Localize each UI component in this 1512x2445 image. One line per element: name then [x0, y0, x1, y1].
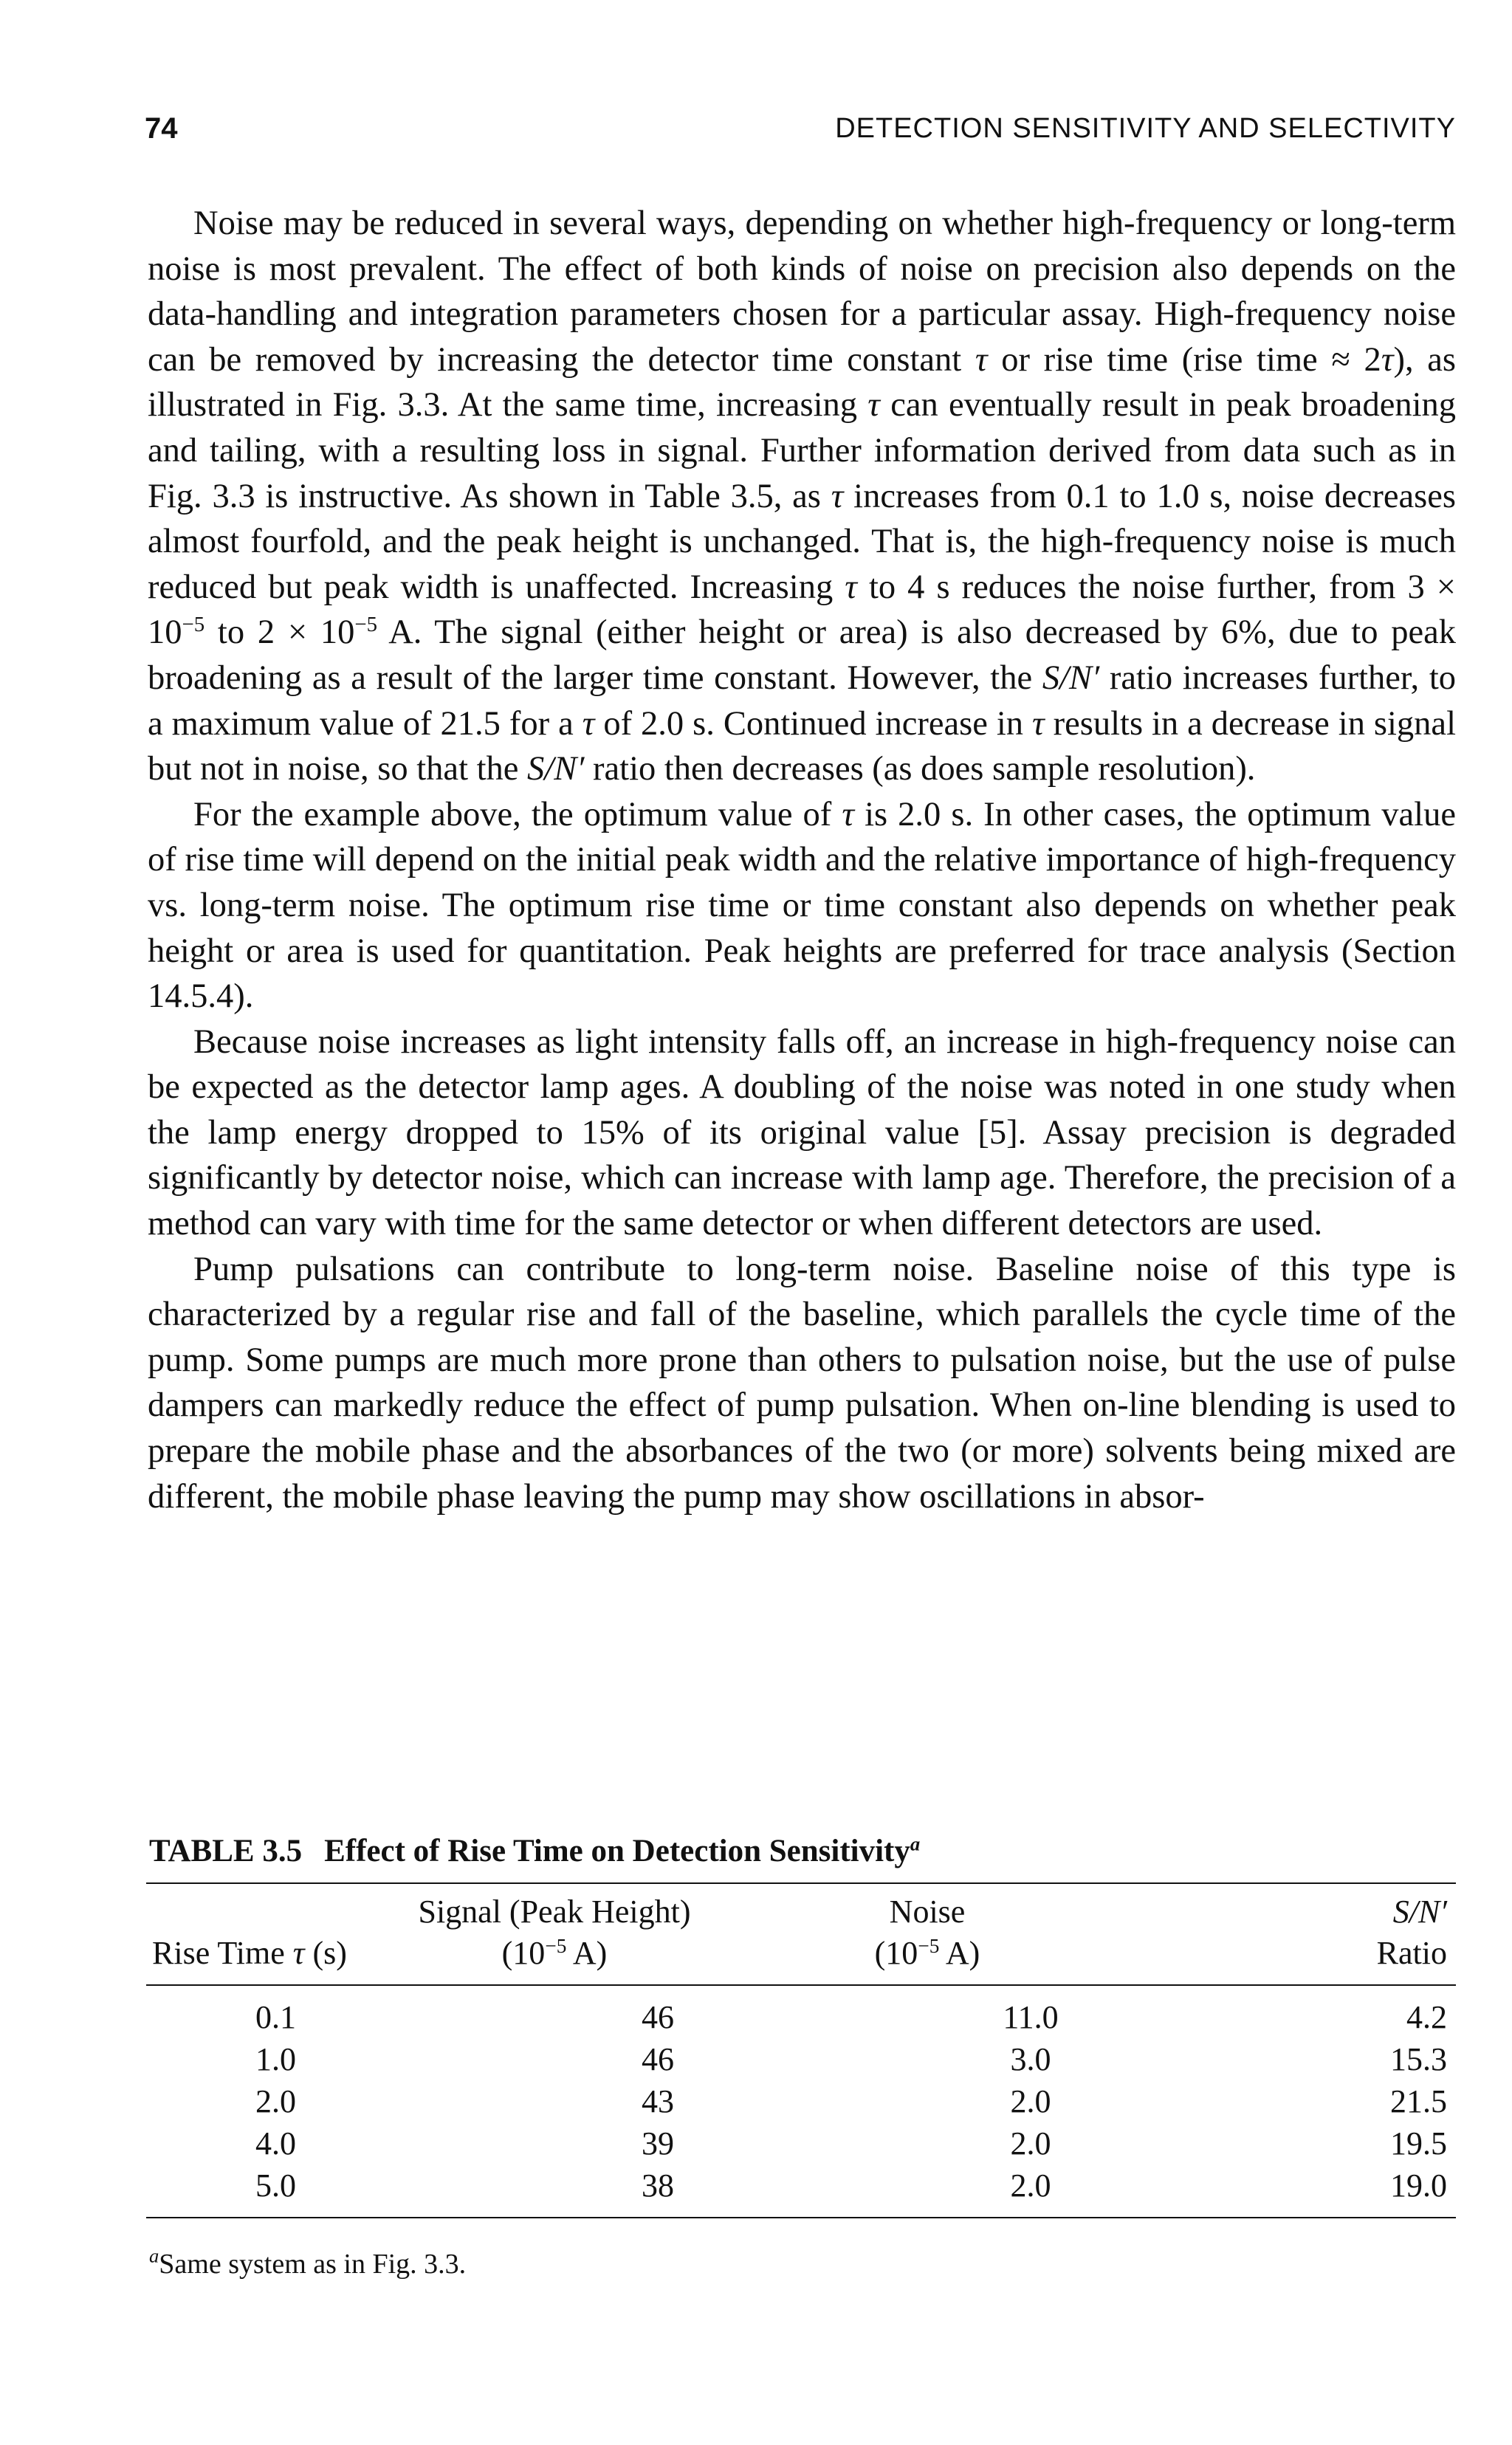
table-row	[146, 1986, 1456, 2038]
cell-rise-time: 2.0	[255, 2083, 296, 2119]
table-footnote	[149, 2246, 1456, 2282]
text-run: to 2 × 10	[205, 613, 355, 652]
text-run: to 4 s reduces the noise further, from 3 × 10	[148, 568, 1456, 652]
cell-signal: 43	[642, 2083, 674, 2119]
cell-sn-ratio: 19.5	[1390, 2125, 1447, 2162]
text-run: of 2.0 s. Continued increase in	[594, 704, 1032, 743]
header-noise: Noise ($10^{-5}$ A)	[874, 1894, 980, 1971]
tau-symbol: τ	[292, 1935, 305, 1971]
cell-signal: 46	[642, 2041, 674, 2077]
header-signal: Signal (Peak Height) ($10^{-5}$ A)	[418, 1894, 691, 1971]
text-run: ratio increases further, to a maximum value of 21.5 for a	[148, 658, 1456, 743]
tau-symbol: τ	[582, 704, 595, 743]
text-run: is 2.0 s. In other cases, the optimum value of rise time will depend on the initial peak width and the relative importance of high-frequency vs. long-term noise. The optimum rise time or time constant also depends on whether peak height or area is used for quantitation. Peak heights are preferred for trace analysis (Section 14.5.4).	[148, 795, 1456, 1016]
cell-sn-ratio: 4.2	[1406, 1999, 1447, 2035]
text-run: A. The signal (either height or area) is also decreased by 6%, due to peak broadening as a result of the larger time constant. However, the	[148, 613, 1456, 697]
cell-sn-ratio: 21.5	[1390, 2083, 1447, 2119]
table-3-5	[146, 1831, 1456, 2282]
text-run: can eventually result in peak broadening and tailing, with a resulting loss in signal. Further information derived from data such as in Fig. 3.3 is instructive. As shown in Table 3.5, as	[148, 386, 1457, 515]
table-title: Effect of Rise Time on Detection Sensitivity	[324, 1834, 910, 1868]
body-text	[148, 201, 1456, 1519]
tau-symbol: τ	[867, 386, 880, 424]
superscript: −5	[182, 613, 205, 637]
data-table	[146, 1884, 1456, 1984]
tau-symbol: τ	[842, 795, 854, 833]
footnote-text: Same system as in Fig. 3.3.	[159, 2249, 467, 2280]
paragraph-4: Pump pulsations can contribute to long-term noise. Baseline noise of this type is characterized by a regular rise and fall of the baseline, which parallels the cycle time of the pump. Some pumps are much more prone than others to pulsation noise, but the use of pulse dampers can markedly reduce the effect of pump pulsation. When on-line blending is used to prepare the mobile phase and the absorbances of the two (or more) solvents being mixed are different, the mobile phase leaving the pump may show oscillations in absor-	[148, 1250, 1456, 1516]
cell-noise: 2.0	[1010, 2125, 1051, 2162]
cell-signal: 38	[642, 2167, 674, 2204]
footnote-mark: a	[149, 2244, 159, 2267]
table-label: TABLE 3.5	[149, 1834, 303, 1868]
table-bottom-rule	[146, 2217, 1456, 2218]
text-run: or rise time (rise time ≈ 2	[987, 340, 1381, 379]
tau-symbol: τ	[975, 340, 988, 379]
table-header	[146, 1884, 1456, 1984]
tau-symbol: τ	[831, 477, 844, 515]
cell-rise-time: 4.0	[255, 2125, 296, 2162]
cell-noise: 2.0	[1010, 2083, 1051, 2119]
text-run: results in a decrease in signal but not in noise, so that the	[148, 704, 1456, 788]
table-row	[146, 2080, 1456, 2122]
cell-signal: 46	[642, 1999, 674, 2035]
paragraph-3: Because noise increases as light intensity falls off, an increase in high-frequency noise can be expected as the detector lamp ages. A doubling of the noise was noted in one study when the lamp energy dropped to 15% of its original value [5]. Assay precision is degraded significantly by detector noise, which can increase with lamp age. Therefore, the precision of a method can vary with time for the same detector or when different detectors are used.	[148, 1022, 1456, 1243]
table-row	[146, 2164, 1456, 2217]
cell-rise-time: 1.0	[255, 2041, 296, 2077]
cell-noise: 3.0	[1010, 2041, 1051, 2077]
cell-sn-ratio: 15.3	[1390, 2041, 1447, 2077]
text-run: For the example above, the optimum value of	[193, 795, 842, 833]
text-run: Noise may be reduced in several ways, depending on whether high-frequency or long-term noise is most prevalent. The effect of both kinds of noise on precision also depends on the data-handling and integration parameters chosen for a particular assay. High-frequency noise can be removed by increasing the detector time constant	[148, 204, 1456, 379]
cell-rise-time: 5.0	[255, 2167, 296, 2204]
paragraph-1	[148, 201, 1456, 792]
table-caption	[149, 1831, 1456, 1872]
cell-sn-ratio: 19.0	[1390, 2167, 1447, 2204]
running-head: DETECTION SENSITIVITY AND SELECTIVITY	[835, 113, 1456, 144]
table-row	[146, 2122, 1456, 2164]
cell-rise-time: 0.1	[255, 1999, 296, 2035]
tau-symbol: τ	[1381, 340, 1394, 379]
tau-symbol: τ	[1032, 704, 1045, 743]
page-number: 74	[145, 112, 178, 145]
sn-ratio-symbol: S/N′	[527, 750, 585, 788]
page-header	[145, 111, 1456, 155]
cell-signal: 39	[642, 2125, 674, 2162]
header-rise-time: Rise Time τ (s)	[152, 1935, 347, 1971]
tau-symbol: τ	[845, 568, 857, 606]
sn-ratio-symbol: S/N′	[1042, 658, 1100, 697]
footnote-mark: a	[910, 1832, 921, 1855]
text-run: ), as illustrated in Fig. 3.3. At the same time, increasing	[148, 340, 1456, 424]
paragraph-2	[148, 792, 1456, 1019]
data-table-body	[146, 1986, 1456, 2217]
text-run: ratio then decreases (as does sample resolution).	[584, 750, 1256, 788]
text-run: increases from 0.1 to 1.0 s, noise decreases almost fourfold, and the peak height is unchanged. That is, the high-frequency noise is much reduced but peak width is unaffected. Increasing	[148, 477, 1456, 606]
superscript: −5	[354, 613, 378, 637]
header-sn-ratio: S/N′ Ratio	[1376, 1894, 1447, 1971]
cell-noise: 11.0	[1003, 1999, 1059, 2035]
cell-noise: 2.0	[1010, 2167, 1051, 2204]
table-row	[146, 2038, 1456, 2080]
